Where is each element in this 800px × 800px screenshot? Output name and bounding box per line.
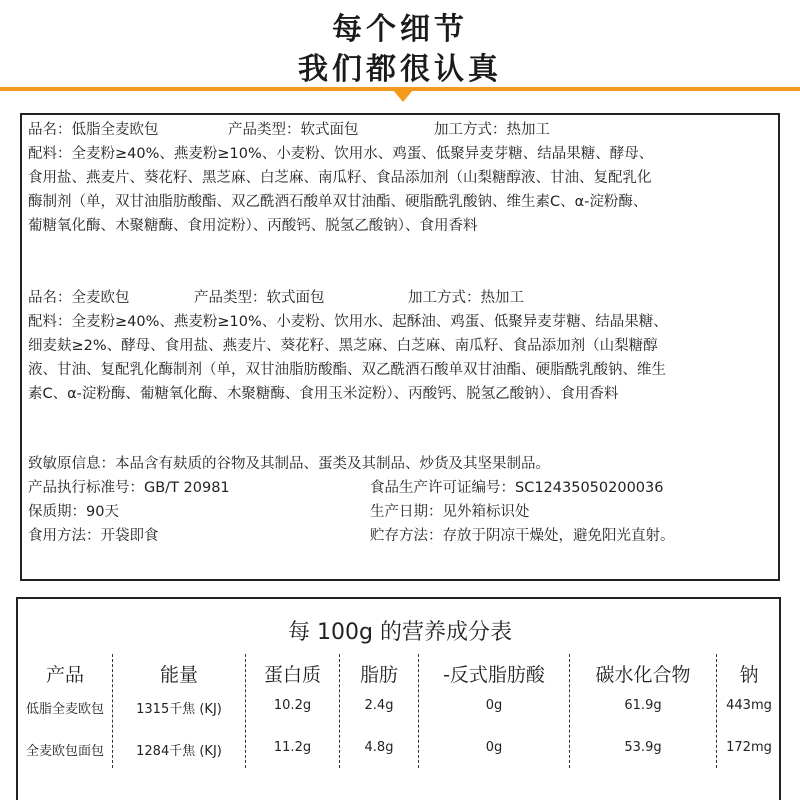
row2-protein: 11.2g (273, 740, 312, 755)
production-license: 食品生产许可证编号：SC12435050200036 (370, 480, 664, 496)
usage-method: 食用方法：开袋即食 (28, 528, 159, 544)
product2-ingredients-line: 细麦麸≥2%、酵母、食用盐、燕麦片、葵花籽、黑芝麻、白芝麻、南瓜籽、食品添加剂（山梨糖醇 (28, 338, 658, 354)
row1-protein: 10.2g (273, 698, 312, 713)
product2-name: 品名：全麦欧包 (28, 290, 130, 306)
shelf-life: 保质期：90天 (28, 504, 119, 520)
row2-carbohydrate: 53.9g (624, 740, 662, 755)
row1-energy: 1315千焦 (KJ) (136, 702, 222, 717)
header-fat: 脂肪 (359, 664, 398, 686)
row1-product: 低脂全麦欧包 (25, 702, 104, 717)
row2-trans-fat: 0g (485, 740, 503, 755)
header-sodium: 钠 (739, 664, 759, 686)
row1-carbohydrate: 61.9g (624, 698, 662, 713)
product1-process: 加工方式：热加工 (434, 122, 550, 138)
allergen-info: 致敏原信息：本品含有麸质的谷物及其制品、蛋类及其制品、炒货及其坚果制品。 (28, 456, 550, 472)
row1-sodium: 443mg (726, 698, 772, 713)
header-carbohydrate: 碳水化合物 (595, 664, 691, 686)
standard-number: 产品执行标准号：GB/T 20981 (28, 480, 230, 496)
product1-ingredients-line: 配料：全麦粉≥40%、燕麦粉≥10%、小麦粉、饮用水、鸡蛋、低聚异麦芽糖、结晶果糖、酵母、 (28, 146, 654, 162)
production-date: 生产日期：见外箱标识处 (370, 504, 530, 520)
product2-ingredients-line: 液、甘油、复配乳化酶制剂（单，双甘油脂肪酸酯、双乙酰酒石酸单双甘油酯、硬脂酰乳酸钠、维生 (28, 362, 666, 378)
header-title-line1: 每个细节 (332, 12, 468, 47)
product1-ingredients-line: 葡糖氧化酶、木聚糖酶、食用淀粉）、丙酸钙、脱氢乙酸钠）、食用香料 (28, 218, 478, 234)
header-product: 产品 (45, 664, 84, 686)
header-title-line2: 我们都很认真 (298, 52, 502, 87)
product1-type: 产品类型：软式面包 (228, 122, 359, 138)
product2-type: 产品类型：软式面包 (194, 290, 325, 306)
product2-process: 加工方式：热加工 (408, 290, 524, 306)
header-banner (0, 0, 800, 100)
row2-fat: 4.8g (364, 740, 394, 755)
row2-product: 全麦欧包面包 (25, 744, 104, 759)
header-energy: 能量 (159, 664, 198, 686)
row2-sodium: 172mg (726, 740, 772, 755)
product2-ingredients-line: 素C、α-淀粉酶、葡糖氧化酶、木聚糖酶、食用玉米淀粉）、丙酸钙、脱氢乙酸钠）、食用香料 (28, 386, 619, 402)
product1-ingredients-line: 食用盐、燕麦片、葵花籽、黑芝麻、白芝麻、南瓜籽、食品添加剂（山梨糖醇液、甘油、复配乳化 (28, 170, 652, 186)
product1-name: 品名：低脂全麦欧包 (28, 122, 159, 138)
row2-energy: 1284千焦 (KJ) (136, 744, 222, 759)
product2-ingredients-line: 配料：全麦粉≥40%、燕麦粉≥10%、小麦粉、饮用水、起酥油、鸡蛋、低聚异麦芽糖、结晶果糖、 (28, 314, 668, 330)
row1-fat: 2.4g (364, 698, 394, 713)
header-protein: 蛋白质 (263, 664, 321, 686)
header-trans-fat: -反式脂肪酸 (443, 664, 545, 686)
header-pointer-icon (393, 90, 413, 102)
row1-trans-fat: 0g (485, 698, 503, 713)
product1-ingredients-line: 酶制剂（单，双甘油脂肪酸酯、双乙酰酒石酸单双甘油酯、硬脂酰乳酸钠、维生素C、α-淀粉酶、 (28, 194, 648, 210)
nutrition-table-title: 每 100g 的营养成分表 (288, 620, 512, 645)
storage-method: 贮存方法：存放于阴凉干燥处，避免阳光直射。 (370, 528, 675, 544)
